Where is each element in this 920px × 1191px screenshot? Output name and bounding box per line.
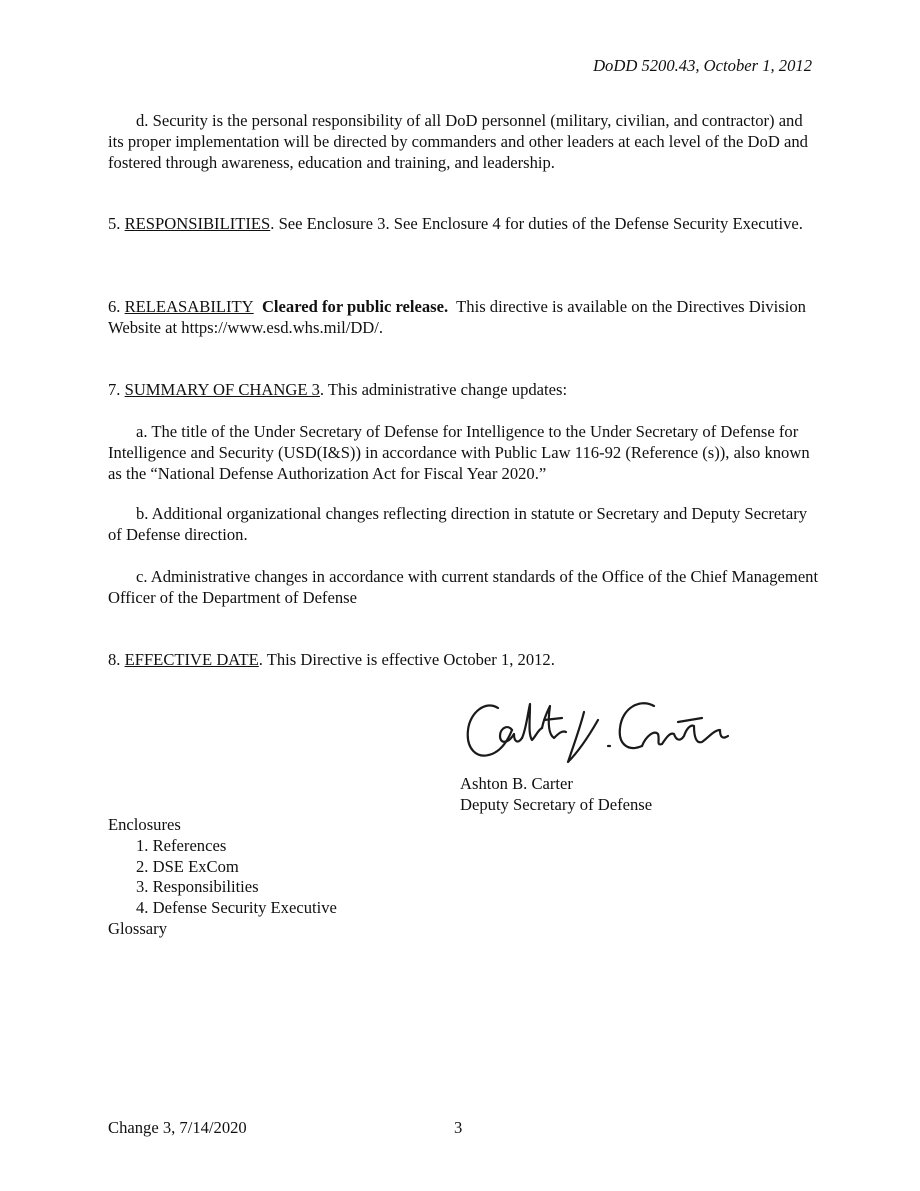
section-6-number: 6.: [108, 297, 125, 316]
section-8-effective-date: [108, 649, 820, 670]
signature-stroke-rl: [522, 704, 542, 740]
section-6-releasability: [108, 296, 820, 338]
footer-change-label: Change 3, 7/14/2020: [108, 1118, 247, 1137]
section-7-item-c: c. Administrative changes in accordance with current standards of the Office of the Chief Management Officer of the Department of Defense: [108, 567, 819, 607]
section-7-item-a: a. The title of the Under Secretary of Defense for Intelligence to the Under Secretary of Defense for Intelligence and Security (USD(I&S)) in accordance with Public Law 116-92 (Reference (s)), also known as the “National Defense Authorization Act for Fiscal Year 2020.”: [108, 422, 810, 483]
signer-title: Deputy Secretary of Defense: [460, 795, 653, 814]
section-8-title: EFFECTIVE DATE: [124, 650, 259, 669]
enclosure-item: 2. DSE ExCom: [136, 856, 239, 876]
section-8-number: 8.: [108, 650, 125, 669]
section-7-item-b: b. Additional organizational changes reflecting direction in statute or Secretary and Deputy Secretary of Defense direction.: [108, 504, 808, 544]
enclosure-item: 1. References: [136, 835, 227, 855]
section-6-text: This directive is available on the Directives Division Website at https://www.esd.whs.mil/DD/.: [108, 297, 810, 337]
signature-image: [458, 690, 738, 772]
section-7-title: SUMMARY OF CHANGE 3: [124, 380, 320, 399]
signature-stroke-arte: [642, 726, 728, 746]
section-6-bold-text: Cleared for public release.: [253, 297, 449, 316]
section-5-text: . See Enclosure 3. See Enclosure 4 for duties of the Defense Security Executive.: [270, 214, 803, 233]
section-5-number: 5.: [108, 214, 125, 233]
signer-name: Ashton B. Carter: [460, 774, 573, 793]
section-8-text: . This Directive is effective October 1, 2012.: [258, 650, 555, 669]
signature-stroke-slash: [568, 712, 598, 762]
enclosures-list: [108, 815, 337, 940]
section-7-number: 7.: [108, 380, 125, 399]
section-5-responsibilities: [108, 213, 820, 234]
enclosure-item: 3. Responsibilities: [136, 877, 259, 897]
signature-stroke-t: [542, 706, 566, 738]
enclosure-item: 4. Defense Security Executive: [136, 898, 337, 918]
footer-page-number: 3: [454, 1118, 463, 1137]
section-5-title: RESPONSIBILITIES: [124, 214, 271, 233]
section-7-summary-of-change: [108, 379, 820, 400]
section-7-text: . This administrative change updates:: [319, 380, 568, 399]
signature-stroke-c: [468, 705, 512, 755]
document-header: DoDD 5200.43, October 1, 2012: [593, 56, 812, 75]
signature-stroke-cross: [678, 718, 702, 722]
section-6-title: RELEASABILITY: [124, 297, 254, 316]
signature-block: [460, 773, 652, 815]
glossary-label: Glossary: [108, 918, 167, 938]
signature-stroke-big-c: [620, 703, 654, 748]
enclosures-heading: Enclosures: [108, 815, 181, 834]
paragraph-d: d. Security is the personal responsibility of all DoD personnel (military, civilian, and contractor) and its proper implementation will be directed by commanders and other leaders at each level of the DoD and fostered through awareness, education and training, and leadership.: [108, 111, 808, 172]
